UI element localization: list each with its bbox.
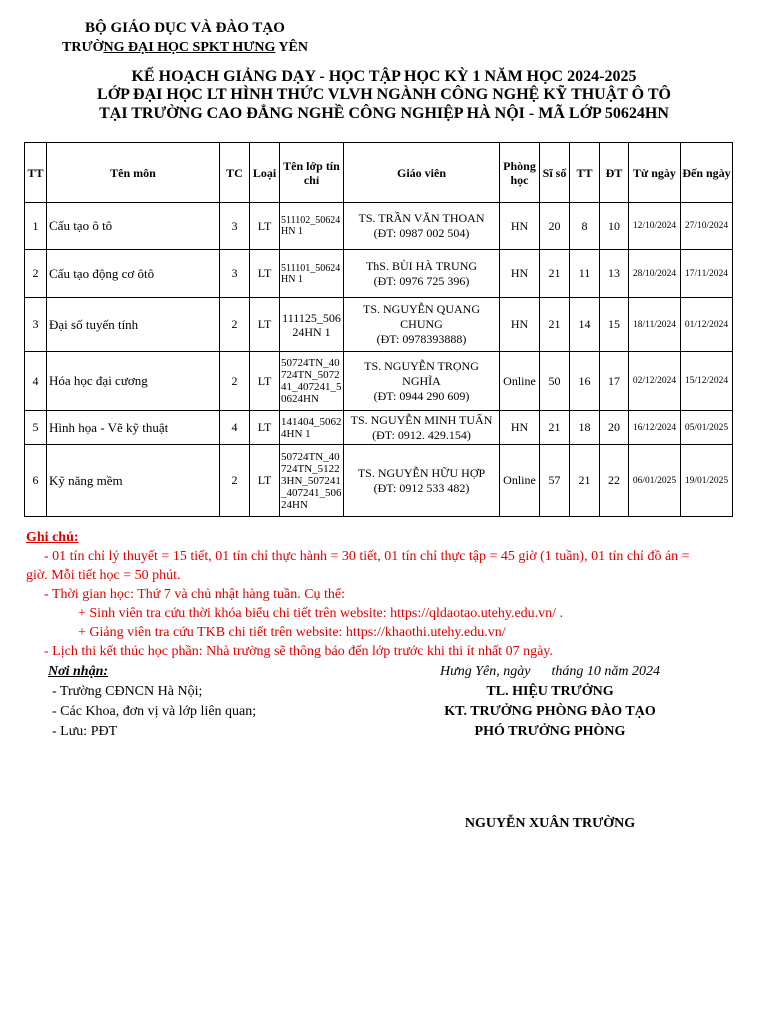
- note-student-link: + Sinh viên tra cứu thời khóa biểu chi tiết trên website: https://qldaotao.utehy.edu.vn/ .: [78, 606, 564, 621]
- cell-to-date: 27/10/2024: [681, 203, 733, 250]
- teacher-name: ThS. BÙI HÀ TRUNG: [365, 258, 478, 273]
- cell-credits: 3: [220, 250, 250, 298]
- cell-teacher: [344, 298, 500, 352]
- cell-class: 50724TN_40724TN_51223HN_507241_407241_50624HN: [280, 445, 344, 517]
- cell-type: LT: [250, 445, 280, 517]
- signature-block: [400, 662, 700, 742]
- cell-tt: 4: [25, 352, 47, 411]
- table-row: [25, 411, 733, 445]
- sign-title-2: KT. TRƯỞNG PHÒNG ĐÀO TẠO: [444, 704, 656, 719]
- note-lecturer-link: + Giảng viên tra cứu TKB chi tiết trên website: https://khaothi.utehy.edu.vn/: [78, 625, 506, 640]
- teacher-phone: (ĐT: 0912. 429.154): [372, 427, 471, 442]
- cell-room: HN: [500, 203, 540, 250]
- teacher-phone: (ĐT: 0976 725 396): [373, 273, 470, 288]
- school-prefix: TRƯỜ: [62, 40, 104, 55]
- cell-subject: Đại số tuyến tính: [47, 298, 220, 352]
- doc-title-line2: LỚP ĐẠI HỌC LT HÌNH THỨC VLVH NGÀNH CÔNG NGHỆ KỸ THUẬT Ô TÔ: [97, 86, 671, 103]
- sign-title-3: PHÓ TRƯỞNG PHÒNG: [474, 724, 626, 739]
- cell-room: Online: [500, 445, 540, 517]
- cell-dt: 13: [600, 250, 629, 298]
- cell-from-date: 06/01/2025: [629, 445, 681, 517]
- cell-tt: 3: [25, 298, 47, 352]
- col-header: TT: [570, 143, 600, 203]
- table-header-row: [25, 143, 733, 203]
- cell-teacher: [344, 352, 500, 411]
- recipients-label: Nơi nhận:: [48, 664, 109, 679]
- notes-title: Ghi chú:: [26, 530, 79, 545]
- note-schedule: - Thời gian học: Thứ 7 và chủ nhật hàng tuần. Cụ thể:: [44, 587, 346, 602]
- cell-tt2: 21: [570, 445, 600, 517]
- cell-class: 50724TN_40724TN_507241_407241_50624HN: [280, 352, 344, 411]
- table-row: [25, 298, 733, 352]
- recipient-item: - Các Khoa, đơn vị và lớp liên quan;: [52, 704, 257, 719]
- cell-from-date: 28/10/2024: [629, 250, 681, 298]
- cell-credits: 3: [220, 203, 250, 250]
- cell-room: Online: [500, 352, 540, 411]
- table-row: [25, 445, 733, 517]
- schedule-table: [24, 142, 733, 517]
- teacher-name: TS. TRẦN VĂN THOAN: [358, 211, 485, 225]
- cell-dt: 17: [600, 352, 629, 411]
- cell-tt2: 18: [570, 411, 600, 445]
- note-credit-line: - 01 tín chỉ lý thuyết = 15 tiết, 01 tín chỉ thực hành = 30 tiết, 01 tín chỉ thực tập = 45 giờ (1 tuần), 01 tín chỉ đồ án =: [44, 549, 690, 564]
- cell-tt: 5: [25, 411, 47, 445]
- cell-from-date: 18/11/2024: [629, 298, 681, 352]
- notes-section: [26, 528, 766, 661]
- cell-from-date: 16/12/2024: [629, 411, 681, 445]
- cell-tt: 6: [25, 445, 47, 517]
- cell-subject: Cấu tạo ô tô: [47, 203, 220, 250]
- cell-room: HN: [500, 298, 540, 352]
- cell-tt2: 14: [570, 298, 600, 352]
- col-header: TT: [25, 143, 47, 203]
- col-header: Đến ngày: [681, 143, 733, 203]
- cell-tt: 1: [25, 203, 47, 250]
- cell-class: 141404_50624HN 1: [280, 411, 344, 445]
- cell-credits: 2: [220, 445, 250, 517]
- cell-class: 511101_50624HN 1: [280, 250, 344, 298]
- cell-teacher: [344, 250, 500, 298]
- cell-subject: Hình họa - Vẽ kỹ thuật: [47, 411, 220, 445]
- cell-teacher: [344, 203, 500, 250]
- cell-dt: 15: [600, 298, 629, 352]
- cell-tt2: 16: [570, 352, 600, 411]
- cell-type: LT: [250, 298, 280, 352]
- signer-name: NGUYỄN XUÂN TRƯỜNG: [464, 816, 636, 831]
- teacher-name: TS. NGUYỄN QUANG CHUNG: [363, 302, 480, 331]
- school-name: [62, 40, 308, 56]
- doc-title-line1: KẾ HOẠCH GIẢNG DẠY - HỌC TẬP HỌC KỲ 1 NĂM HỌC 2024-2025: [131, 68, 637, 85]
- cell-room: HN: [500, 250, 540, 298]
- teacher-name: TS. NGUYỄN MINH TUẤN: [350, 412, 493, 427]
- note-credit-line-cont: giờ. Mỗi tiết học = 50 phút.: [26, 568, 181, 583]
- cell-size: 50: [540, 352, 570, 411]
- cell-subject: Cấu tạo động cơ ôtô: [47, 250, 220, 298]
- cell-from-date: 12/10/2024: [629, 203, 681, 250]
- cell-subject: Kỹ năng mềm: [47, 445, 220, 517]
- cell-to-date: 19/01/2025: [681, 445, 733, 517]
- cell-dt: 22: [600, 445, 629, 517]
- sign-title-1: TL. HIỆU TRƯỞNG: [486, 684, 614, 699]
- cell-size: 20: [540, 203, 570, 250]
- cell-class: 511102_50624HN 1: [280, 203, 344, 250]
- teacher-phone: (ĐT: 0978393888): [376, 332, 467, 346]
- col-header: Giáo viên: [344, 143, 500, 203]
- cell-size: 21: [540, 411, 570, 445]
- col-header: Loại: [250, 143, 280, 203]
- cell-dt: 10: [600, 203, 629, 250]
- col-header: Sĩ số: [540, 143, 570, 203]
- recipients-section: [48, 662, 256, 742]
- cell-credits: 4: [220, 411, 250, 445]
- recipient-item: - Lưu: PĐT: [52, 724, 118, 739]
- cell-dt: 20: [600, 411, 629, 445]
- cell-to-date: 05/01/2025: [681, 411, 733, 445]
- cell-size: 21: [540, 298, 570, 352]
- school-suffix: YÊN: [275, 40, 308, 55]
- col-header: TC: [220, 143, 250, 203]
- cell-type: LT: [250, 250, 280, 298]
- cell-size: 57: [540, 445, 570, 517]
- col-header: Phòng học: [500, 143, 540, 203]
- cell-subject: Hóa học đại cương: [47, 352, 220, 411]
- table-row: [25, 203, 733, 250]
- cell-teacher: [344, 445, 500, 517]
- cell-tt2: 8: [570, 203, 600, 250]
- cell-type: LT: [250, 203, 280, 250]
- table-row: [25, 352, 733, 411]
- cell-teacher: [344, 411, 500, 445]
- cell-tt: 2: [25, 250, 47, 298]
- cell-from-date: 02/12/2024: [629, 352, 681, 411]
- cell-to-date: 17/11/2024: [681, 250, 733, 298]
- teacher-phone: (ĐT: 0912 533 482): [373, 480, 470, 495]
- col-header: Tên môn: [47, 143, 220, 203]
- col-header: Từ ngày: [629, 143, 681, 203]
- cell-credits: 2: [220, 352, 250, 411]
- cell-class: 111125_50624HN 1: [280, 298, 344, 352]
- cell-credits: 2: [220, 298, 250, 352]
- sign-date: Hưng Yên, ngày tháng 10 năm 2024: [440, 664, 660, 679]
- teacher-name: TS. NGUYỄN TRỌNG NGHĨA: [364, 358, 479, 388]
- cell-type: LT: [250, 352, 280, 411]
- cell-size: 21: [540, 250, 570, 298]
- cell-type: LT: [250, 411, 280, 445]
- col-header: Tên lớp tín chỉ: [280, 143, 344, 203]
- cell-tt2: 11: [570, 250, 600, 298]
- teacher-phone: (ĐT: 0987 002 504): [373, 226, 470, 240]
- ministry-name: BỘ GIÁO DỤC VÀ ĐÀO TẠO: [85, 20, 285, 36]
- teacher-name: TS. NGUYỄN HỮU HỢP: [357, 465, 486, 480]
- teacher-phone: (ĐT: 0944 290 609): [373, 388, 470, 403]
- cell-room: HN: [500, 411, 540, 445]
- table-row: [25, 250, 733, 298]
- col-header: ĐT: [600, 143, 629, 203]
- cell-to-date: 15/12/2024: [681, 352, 733, 411]
- cell-to-date: 01/12/2024: [681, 298, 733, 352]
- note-exam: - Lịch thi kết thúc học phần: Nhà trường sẽ thông báo đến lớp trước khi thi ít nhất 07 ngày.: [44, 644, 553, 659]
- school-underlined: NG ĐẠI HỌC SPKT HƯNG: [103, 40, 276, 55]
- doc-title-line3: TẠI TRƯỜNG CAO ĐẲNG NGHỀ CÔNG NGHIỆP HÀ NỘI - MÃ LỚP 50624HN: [99, 105, 669, 122]
- recipient-item: - Trường CĐNCN Hà Nội;: [52, 684, 203, 699]
